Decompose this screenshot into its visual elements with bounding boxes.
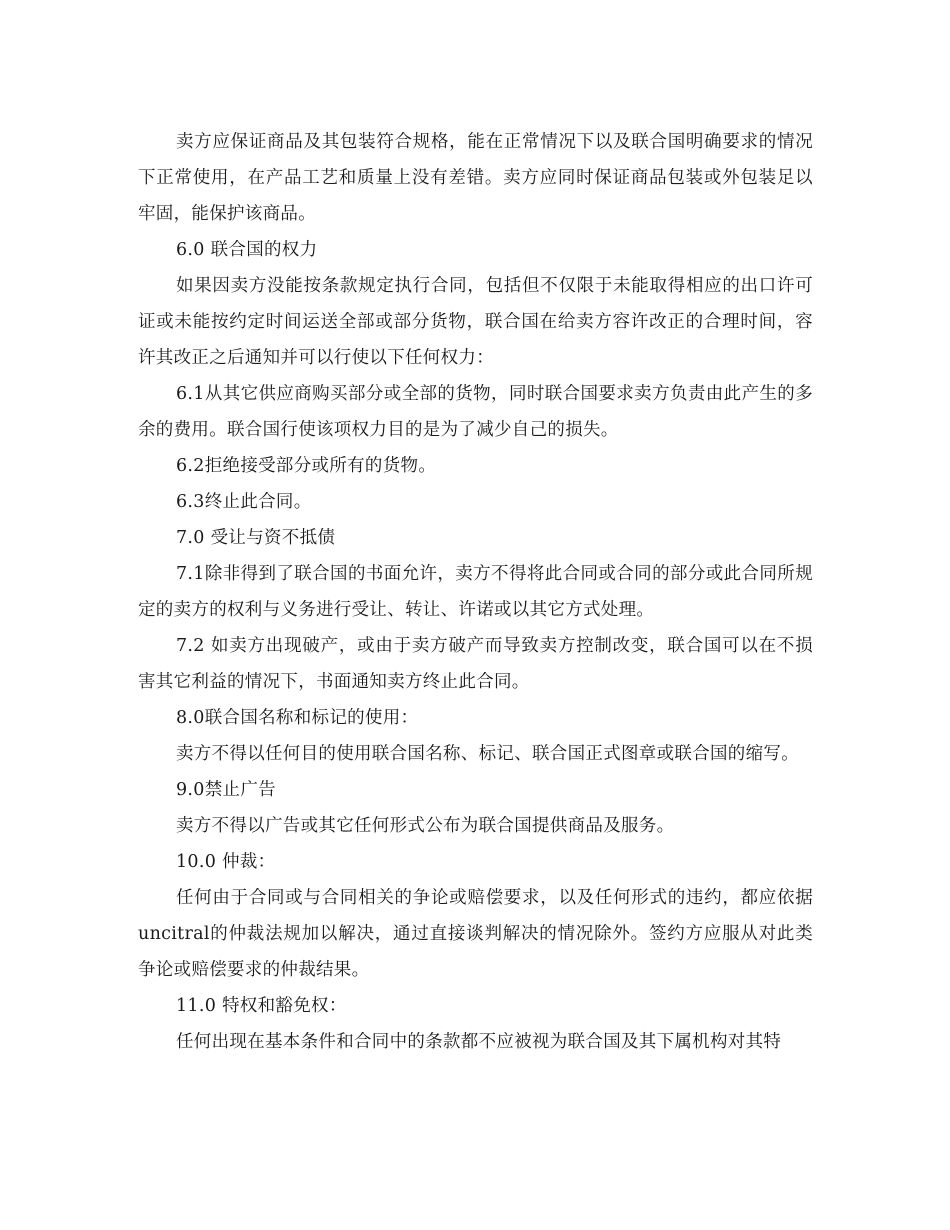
paragraph-10-body: 任何由于合同或与合同相关的争论或赔偿要求，以及任何形式的违约，都应依据uncitral的仲裁法规加以解决，通过直接谈判解决的情况除外。签约方应服从对此类争论或赔偿要求的仲裁结果。 [138,888,813,980]
heading-section-7: 7.0 受让与资不抵债 [176,528,336,548]
heading-section-10: 10.0 仲裁： [176,852,276,872]
paragraph-6-1: 6.1从其它供应商购买部分或全部的货物，同时联合国要求卖方负责由此产生的多余的费用。联合国行使该项权力目的是为了减少自己的损失。 [138,384,813,440]
paragraph-8-body: 卖方不得以任何目的使用联合国名称、标记、联合国正式图章或联合国的缩写。 [176,744,799,764]
paragraph-11-body: 任何出现在基本条件和合同中的条款都不应被视为联合国及其下属机构对其特 [176,1032,782,1052]
paragraph-un-rights-intro: 如果因卖方没能按条款规定执行合同，包括但不仅限于未能取得相应的出口许可证或未能按约定时间运送全部或部分货物，联合国在给卖方容许改正的合理时间，容许其改正之后通知并可以行使以下任何权力： [138,276,813,368]
heading-section-11: 11.0 特权和豁免权： [176,996,347,1016]
paragraph-7-1: 7.1除非得到了联合国的书面允许，卖方不得将此合同或合同的部分或此合同所规定的卖方的权利与义务进行受让、转让、许诺或以其它方式处理。 [138,564,813,620]
heading-section-6: 6.0 联合国的权力 [176,240,318,260]
paragraph-9-body: 卖方不得以广告或其它任何形式公布为联合国提供商品及服务。 [176,816,675,836]
heading-section-8: 8.0联合国名称和标记的使用： [176,708,419,728]
paragraph-6-3: 6.3终止此合同。 [176,492,312,512]
paragraph-7-2: 7.2 如卖方出现破产，或由于卖方破产而导致卖方控制改变，联合国可以在不损害其它利益的情况下，书面通知卖方终止此合同。 [138,636,813,692]
paragraph-quality-warranty: 卖方应保证商品及其包装符合规格，能在正常情况下以及联合国明确要求的情况下正常使用，在产品工艺和质量上没有差错。卖方应同时保证商品包装或外包装足以牢固，能保护该商品。 [138,132,813,224]
heading-section-9: 9.0禁止广告 [176,780,276,800]
paragraph-6-2: 6.2拒绝接受部分或所有的货物。 [176,456,437,476]
document-body [138,124,813,1060]
